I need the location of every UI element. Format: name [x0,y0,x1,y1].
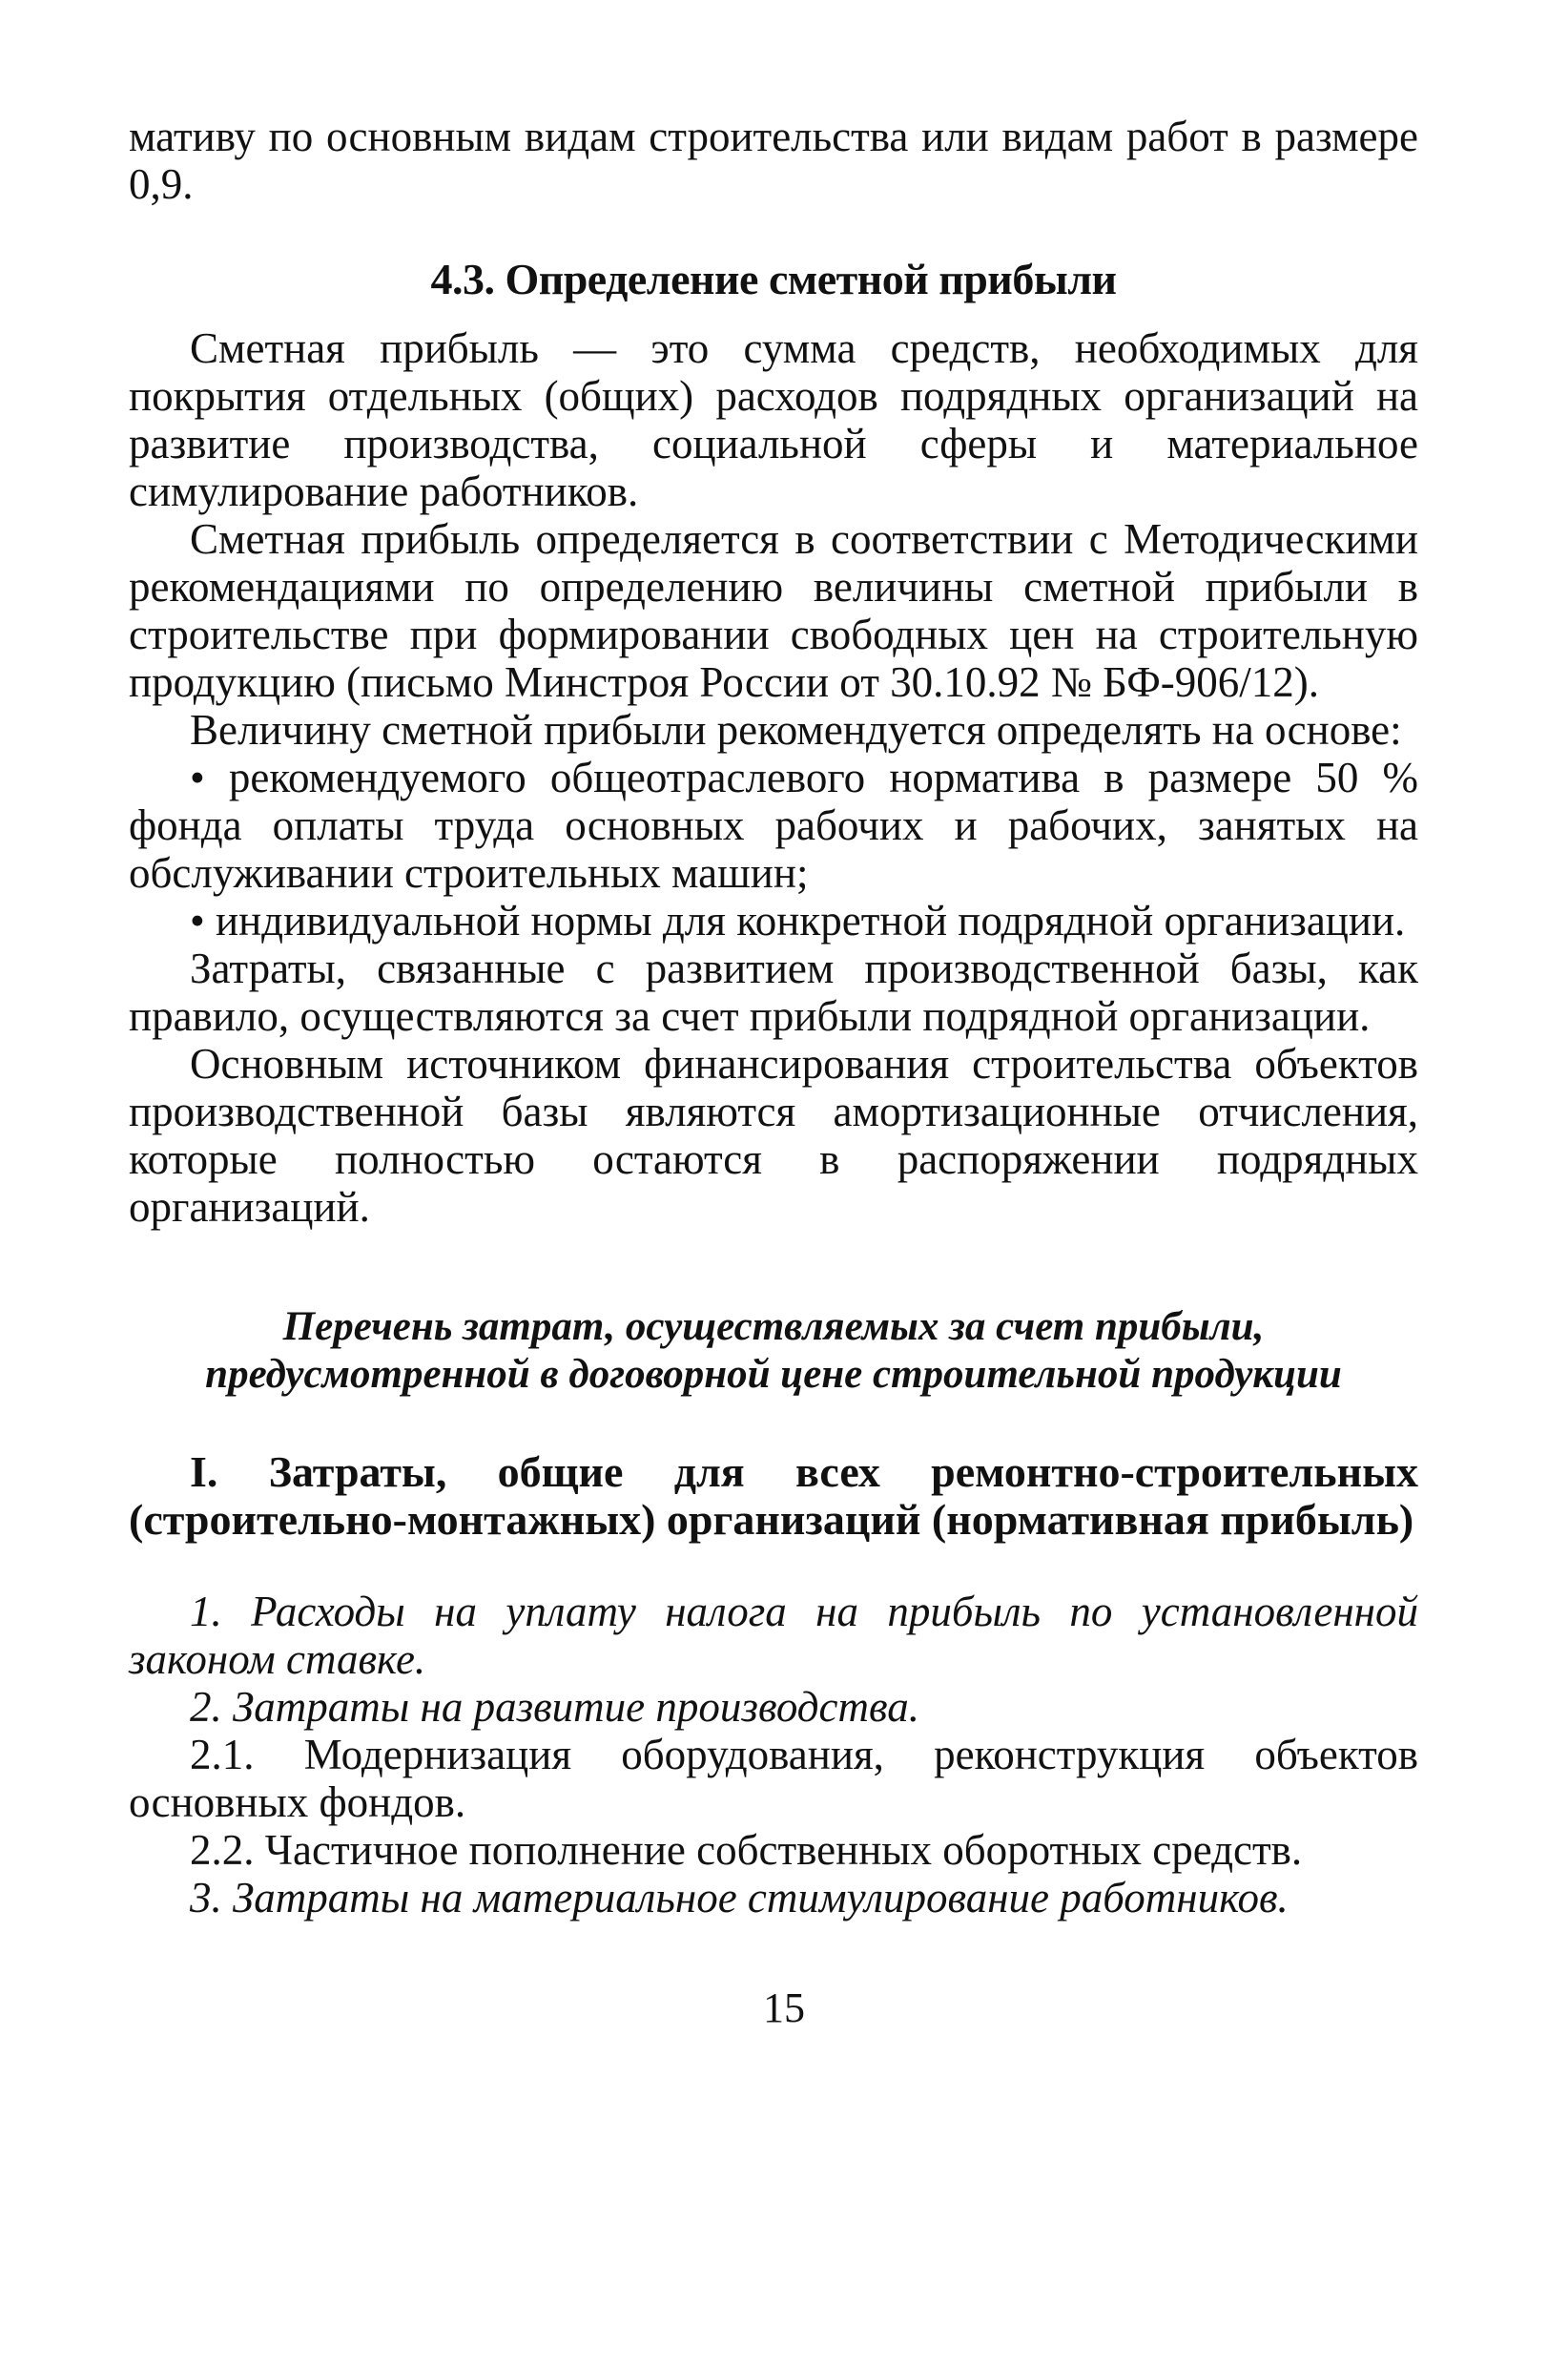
paragraph-financing-source: Основным источником финансирования строительства объектов производственной базы являются амортизационные отчисления, которые полностью остаются в распоряжении подрядных организаций. [129,1040,1418,1231]
paragraph-methodology: Сметная прибыль определяется в соответствии с Методическими рекомендациями по определению величины сметной прибыли в строительстве при формировании свободных цен на строительную продукцию (письмо Минстроя России от 30.10.92 № БФ-906/12). [129,515,1418,706]
list-item-incentives: 3. Затраты на материальное стимулирование работников. [190,1874,1289,1921]
bullet-individual-norm: • индивидуальной нормы для конкретной подрядной организации. [190,897,1406,945]
paragraph-definition: Сметная прибыль — это сумма средств, необходимых для покрытия отдельных (общих) расходов подрядных организаций на развитие производства, социальной сферы и материальное симулирование работников. [129,324,1418,515]
list-heading-line-2: предусмотренной в договорной цене строительной продукции [205,1352,1342,1397]
list-heading-line-1: Перечень затрат, осуществляемых за счет прибыли, [282,1304,1265,1349]
list-item-working-capital: 2.2. Частичное пополнение собственных оборотных средств. [190,1826,1303,1874]
list-heading [129,1303,1418,1399]
paragraph-base-costs: Затраты, связанные с развитием производственной базы, как правило, осуществляются за счет прибыли подрядной организации. [129,945,1418,1040]
page-body [129,113,1418,1921]
section-heading: 4.3. Определение сметной прибыли [430,255,1117,303]
list-item-modernization: 2.1. Модернизация оборудования, реконструкция объектов основных фондов. [129,1731,1418,1826]
list-item-development: 2. Затраты на развитие производства. [190,1683,919,1731]
page-number: 15 [763,1984,805,2031]
paragraph-basis-intro: Величину сметной прибыли рекомендуется определять на основе: [190,706,1402,754]
continued-paragraph: мативу по основным видам строительства или видам работ в размере 0,9. [129,113,1418,208]
list-item-tax: 1. Расходы на уплату налога на прибыль по установленной законом ставке. [129,1588,1418,1683]
group-heading: I. Затраты, общие для всех ремонтно-строительных (строительно-монтажных) организаций (нормативная прибыль) [129,1447,1418,1544]
bullet-industry-norm: • рекомендуемого общеотраслевого норматива в размере 50 % фонда оплаты труда основных рабочих и рабочих, занятых на обслуживании строительных машин; [129,754,1418,897]
